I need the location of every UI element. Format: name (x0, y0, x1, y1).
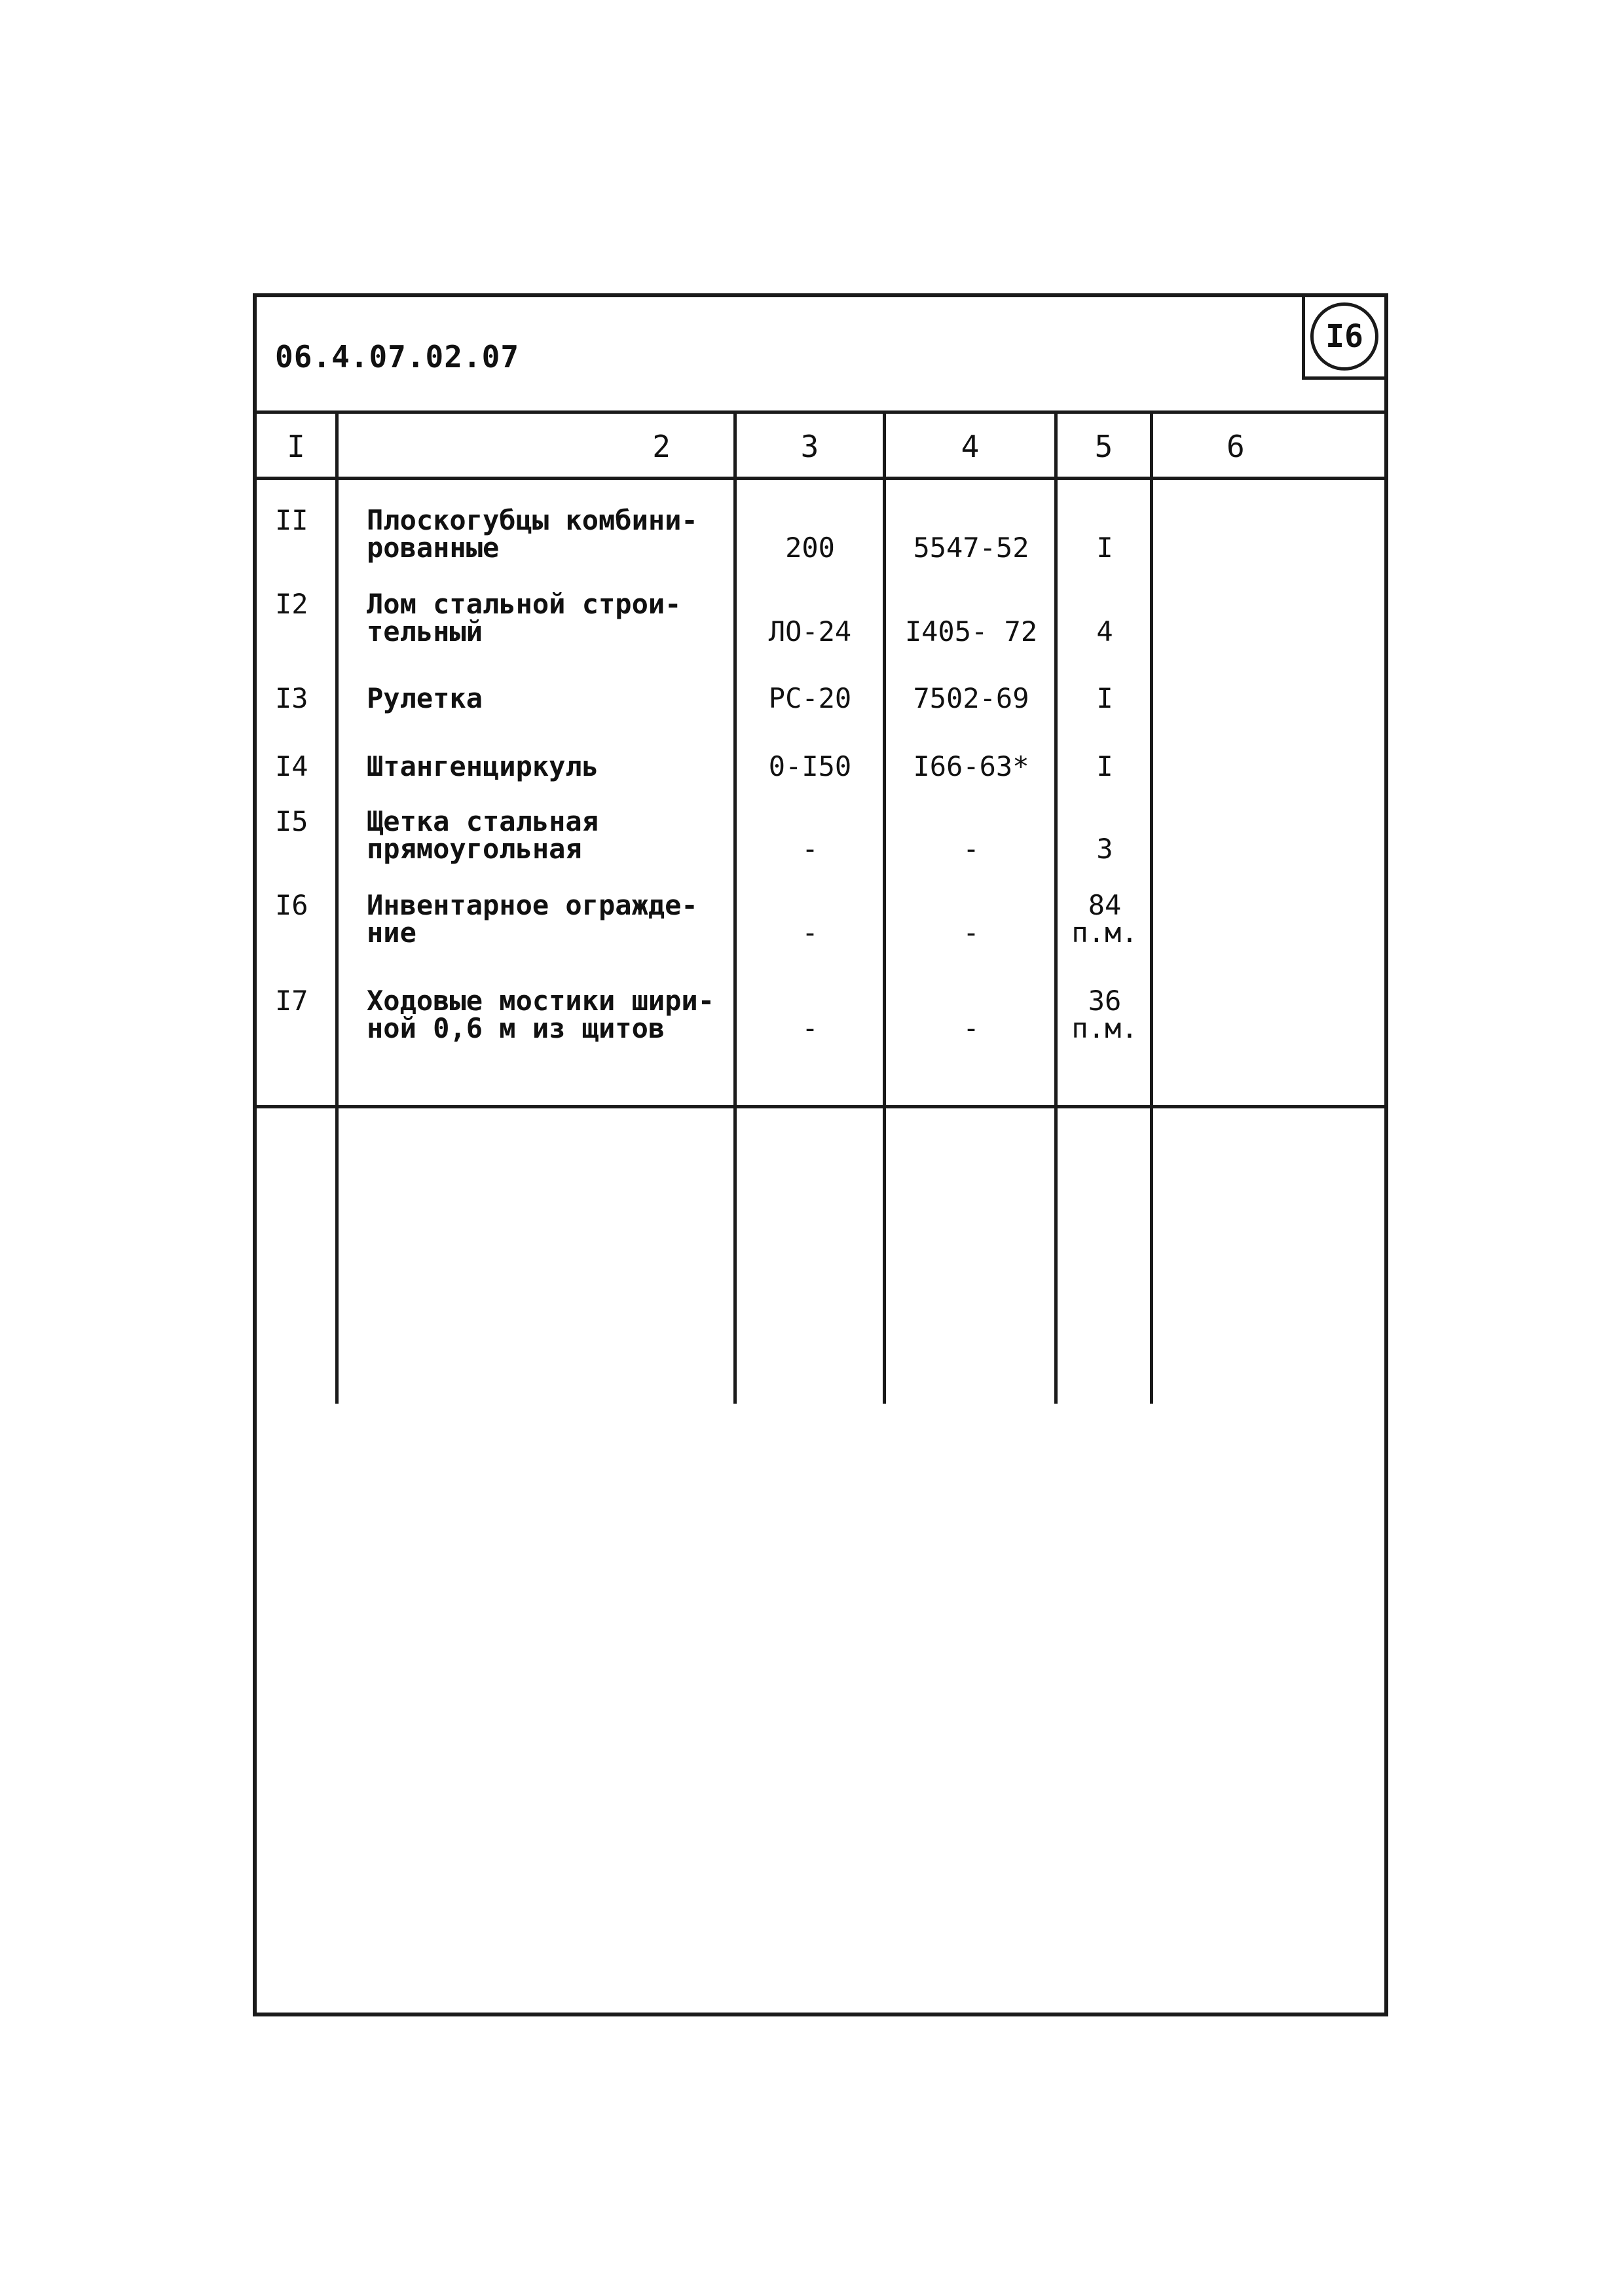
column-header-4: 4 (961, 429, 980, 464)
item-gost: 7502-69 (913, 682, 1029, 714)
item-gost: - (963, 917, 980, 949)
item-quantity: 84 (1088, 889, 1122, 921)
row-number: I5 (275, 805, 308, 837)
row-number: I4 (275, 750, 308, 782)
row-number: II (275, 504, 308, 536)
row-number: I3 (275, 682, 308, 714)
row-number: I2 (275, 588, 308, 620)
item-gost: I405- 72 (904, 615, 1038, 647)
column-divider (883, 414, 886, 1404)
column-header-1: I (287, 429, 305, 464)
item-type: ЛО-24 (768, 615, 852, 647)
column-header-3: 3 (800, 429, 819, 464)
column-header-2: 2 (652, 429, 671, 464)
item-name-line1: Ходовые мостики шири- (367, 985, 715, 1017)
item-name-line2: ние (367, 917, 416, 949)
document-frame (253, 293, 1388, 2016)
item-type: - (802, 917, 819, 949)
item-quantity: I (1096, 682, 1113, 714)
item-name-line2: рованные (367, 532, 500, 564)
item-name-line1: Плоскогубцы комбини- (367, 504, 698, 536)
item-quantity: 36 (1088, 985, 1122, 1017)
item-name-line2: тельный (367, 615, 483, 647)
item-quantity: 4 (1096, 615, 1113, 647)
item-name-line2: ной 0,6 м из щитов (367, 1012, 665, 1044)
sheet-number: I6 (1310, 302, 1378, 371)
column-header-6: 6 (1227, 429, 1245, 464)
item-name-line1: Штангенциркуль (367, 750, 599, 782)
document-header (257, 297, 1384, 414)
sheet-number-box (1302, 297, 1384, 380)
column-divider (733, 414, 737, 1404)
table-bottom-rule (257, 1105, 1384, 1108)
item-name-line2: прямоугольная (367, 833, 582, 865)
row-number: I6 (275, 889, 308, 921)
item-gost: - (963, 833, 980, 865)
item-name-line1: Лом стальной строи- (367, 588, 682, 620)
column-header-5: 5 (1094, 429, 1113, 464)
item-quantity-unit: п.м. (1071, 1012, 1138, 1044)
item-type: РС-20 (768, 682, 852, 714)
item-type: - (802, 1012, 819, 1044)
row-number: I7 (275, 985, 308, 1017)
item-name-line1: Инвентарное огражде- (367, 889, 698, 921)
item-name-line1: Щетка стальная (367, 805, 599, 837)
item-name-line1: Рулетка (367, 682, 483, 714)
document-code: 06.4.07.02.07 (275, 339, 520, 374)
column-divider (335, 414, 339, 1404)
item-type: - (802, 833, 819, 865)
item-gost: 5547-52 (913, 532, 1029, 564)
item-gost: I66-63* (913, 750, 1029, 782)
item-type: 0-I50 (768, 750, 852, 782)
item-type: 200 (785, 532, 835, 564)
item-quantity: I (1096, 532, 1113, 564)
item-quantity: 3 (1096, 833, 1113, 865)
header-rule (257, 477, 1384, 480)
item-quantity: I (1096, 750, 1113, 782)
item-quantity-unit: п.м. (1071, 917, 1138, 949)
item-gost: - (963, 1012, 980, 1044)
